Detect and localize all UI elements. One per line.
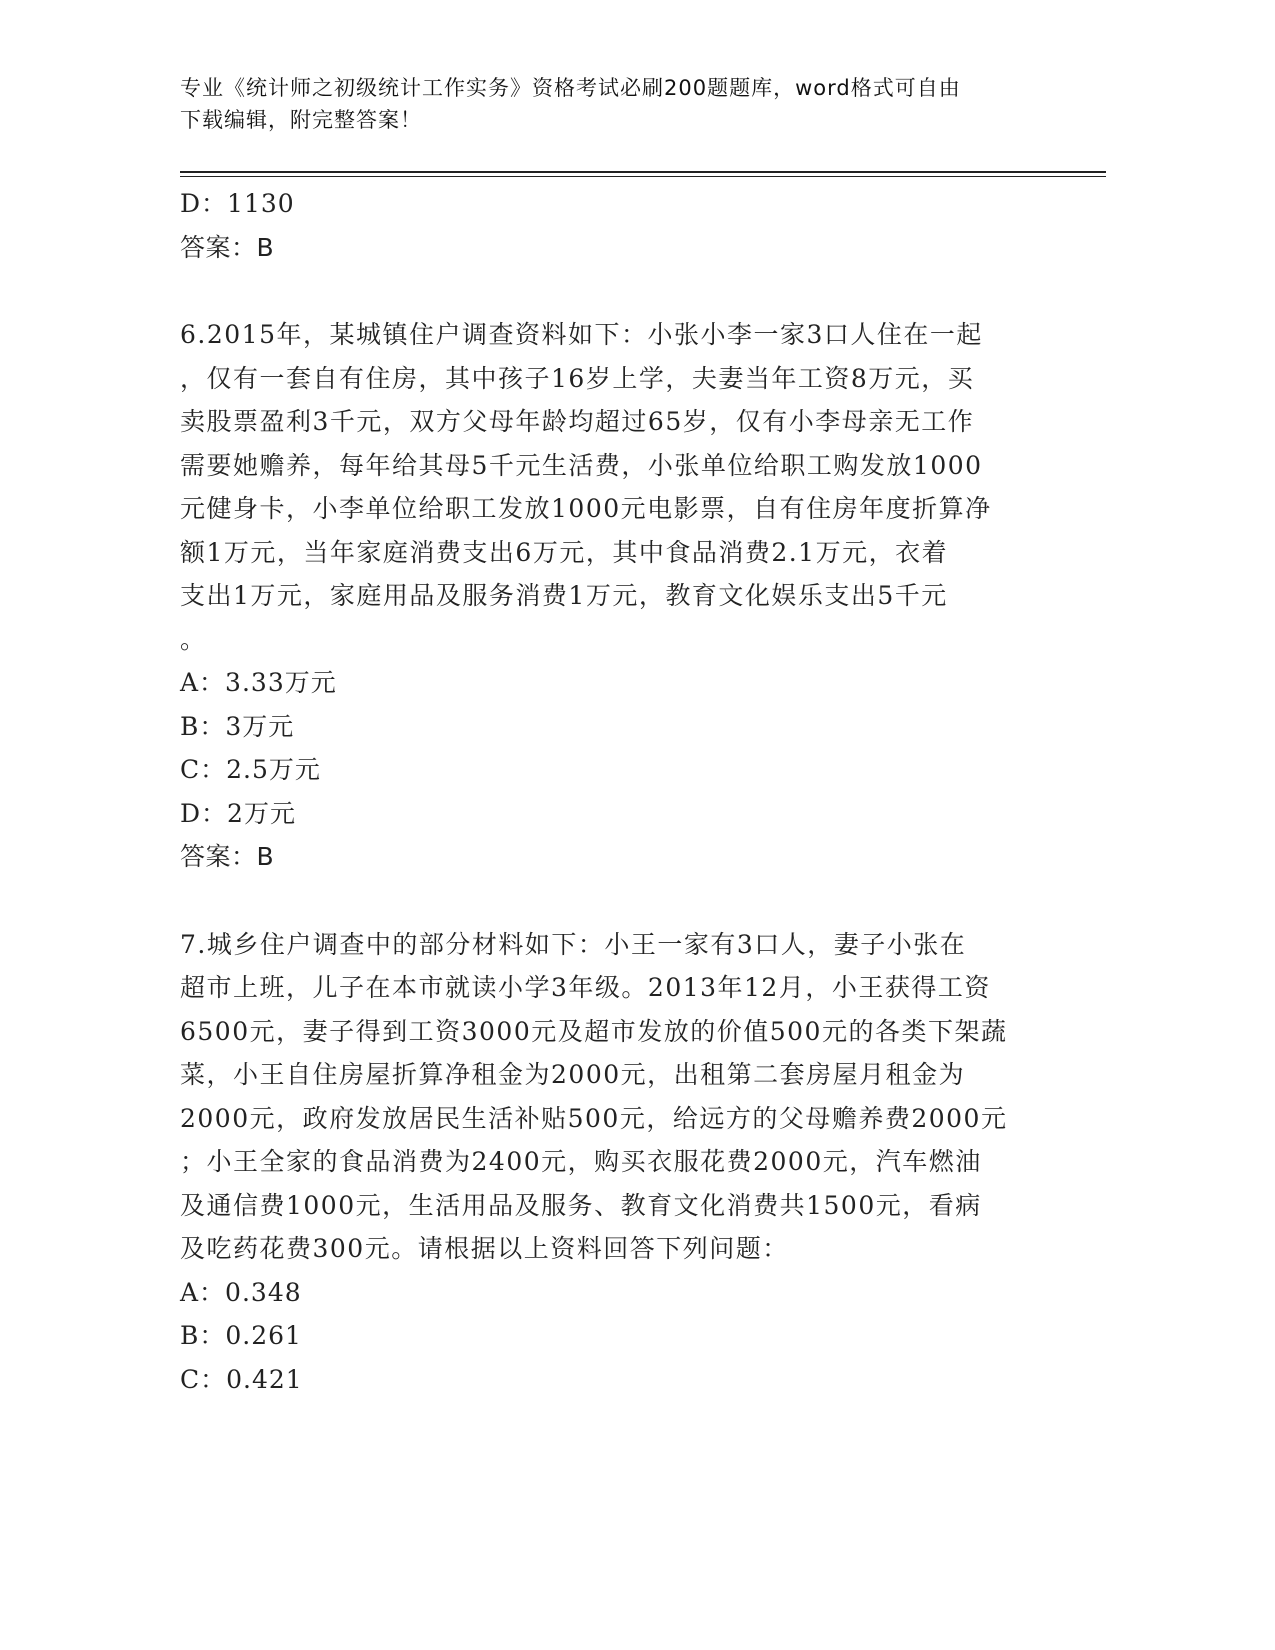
- question-text-line: 2000元，政府发放居民生活补贴500元，给远方的父母赡养费2000元: [180, 1103, 1008, 1133]
- question-text-line: 支出1万元，家庭用品及服务消费1万元，教育文化娱乐支出5千元: [180, 581, 948, 610]
- option-d: D：1130: [180, 189, 295, 218]
- spacer: [180, 269, 1060, 313]
- question-text-line: 及通信费1000元，生活用品及服务、教育文化消费共1500元，看病: [180, 1190, 982, 1220]
- option-a: A：0.348: [180, 1277, 302, 1307]
- question-text-line: 元健身卡，小李单位给职工发放1000元电影票，自有住房年度折算净: [180, 494, 992, 523]
- header-divider-thick: [180, 171, 1106, 173]
- header-title-line-1: 专业《统计师之初级统计工作实务》资格考试必刷200题题库，word格式可自由: [180, 76, 961, 100]
- question-text-line: 7.城乡住户调查中的部分材料如下：小王一家有3口人，妻子小张在: [180, 929, 967, 959]
- option-b: B：3万元: [180, 711, 295, 741]
- document-body: [180, 182, 1060, 1401]
- answer-line: 答案：B: [180, 842, 275, 871]
- question-text-line: 6.2015年，某城镇住户调查资料如下：小张小李一家3口人住在一起: [180, 320, 983, 349]
- question-text-line: 及吃药花费300元。请根据以上资料回答下列问题：: [180, 1234, 789, 1263]
- option-c: C：0.421: [180, 1364, 303, 1394]
- header-divider-thin: [180, 176, 1106, 177]
- question-text-line: 额1万元，当年家庭消费支出6万元，其中食品消费2.1万元，衣着: [180, 537, 949, 567]
- header-title-line-2: 下载编辑，附完整答案！: [180, 108, 422, 132]
- question-text-line: 6500元，妻子得到工资3000元及超市发放的价值500元的各类下架蔬: [180, 1016, 1008, 1046]
- question-text-line: ；小王全家的食品消费为2400元，购买衣服花费2000元，汽车燃油: [180, 1147, 982, 1176]
- spacer: [180, 879, 1060, 923]
- option-a: A：3.33万元: [180, 668, 337, 697]
- option-c: C：2.5万元: [180, 755, 321, 784]
- page-header: [180, 72, 1050, 136]
- question-text-line: 菜，小王自住房屋折算净租金为2000元，出租第二套房屋月租金为: [180, 1060, 966, 1089]
- question-text-line: 。: [180, 624, 207, 654]
- option-d: D：2万元: [180, 798, 296, 828]
- question-text-line: ，仅有一套自有住房，其中孩子16岁上学，夫妻当年工资8万元，买: [180, 363, 975, 393]
- option-b: B：0.261: [180, 1321, 302, 1350]
- question-text-line: 需要她赡养，每年给其母5千元生活费，小张单位给职工购发放1000: [180, 450, 983, 480]
- answer-line: 答案：B: [180, 232, 275, 262]
- question-6: [180, 313, 1060, 879]
- previous-question-tail: [180, 182, 1060, 269]
- question-text-line: 卖股票盈利3千元，双方父母年龄均超过65岁，仅有小李母亲无工作: [180, 407, 975, 436]
- question-text-line: 超市上班，儿子在本市就读小学3年级。2013年12月，小王获得工资: [180, 973, 991, 1002]
- question-7: [180, 923, 1060, 1402]
